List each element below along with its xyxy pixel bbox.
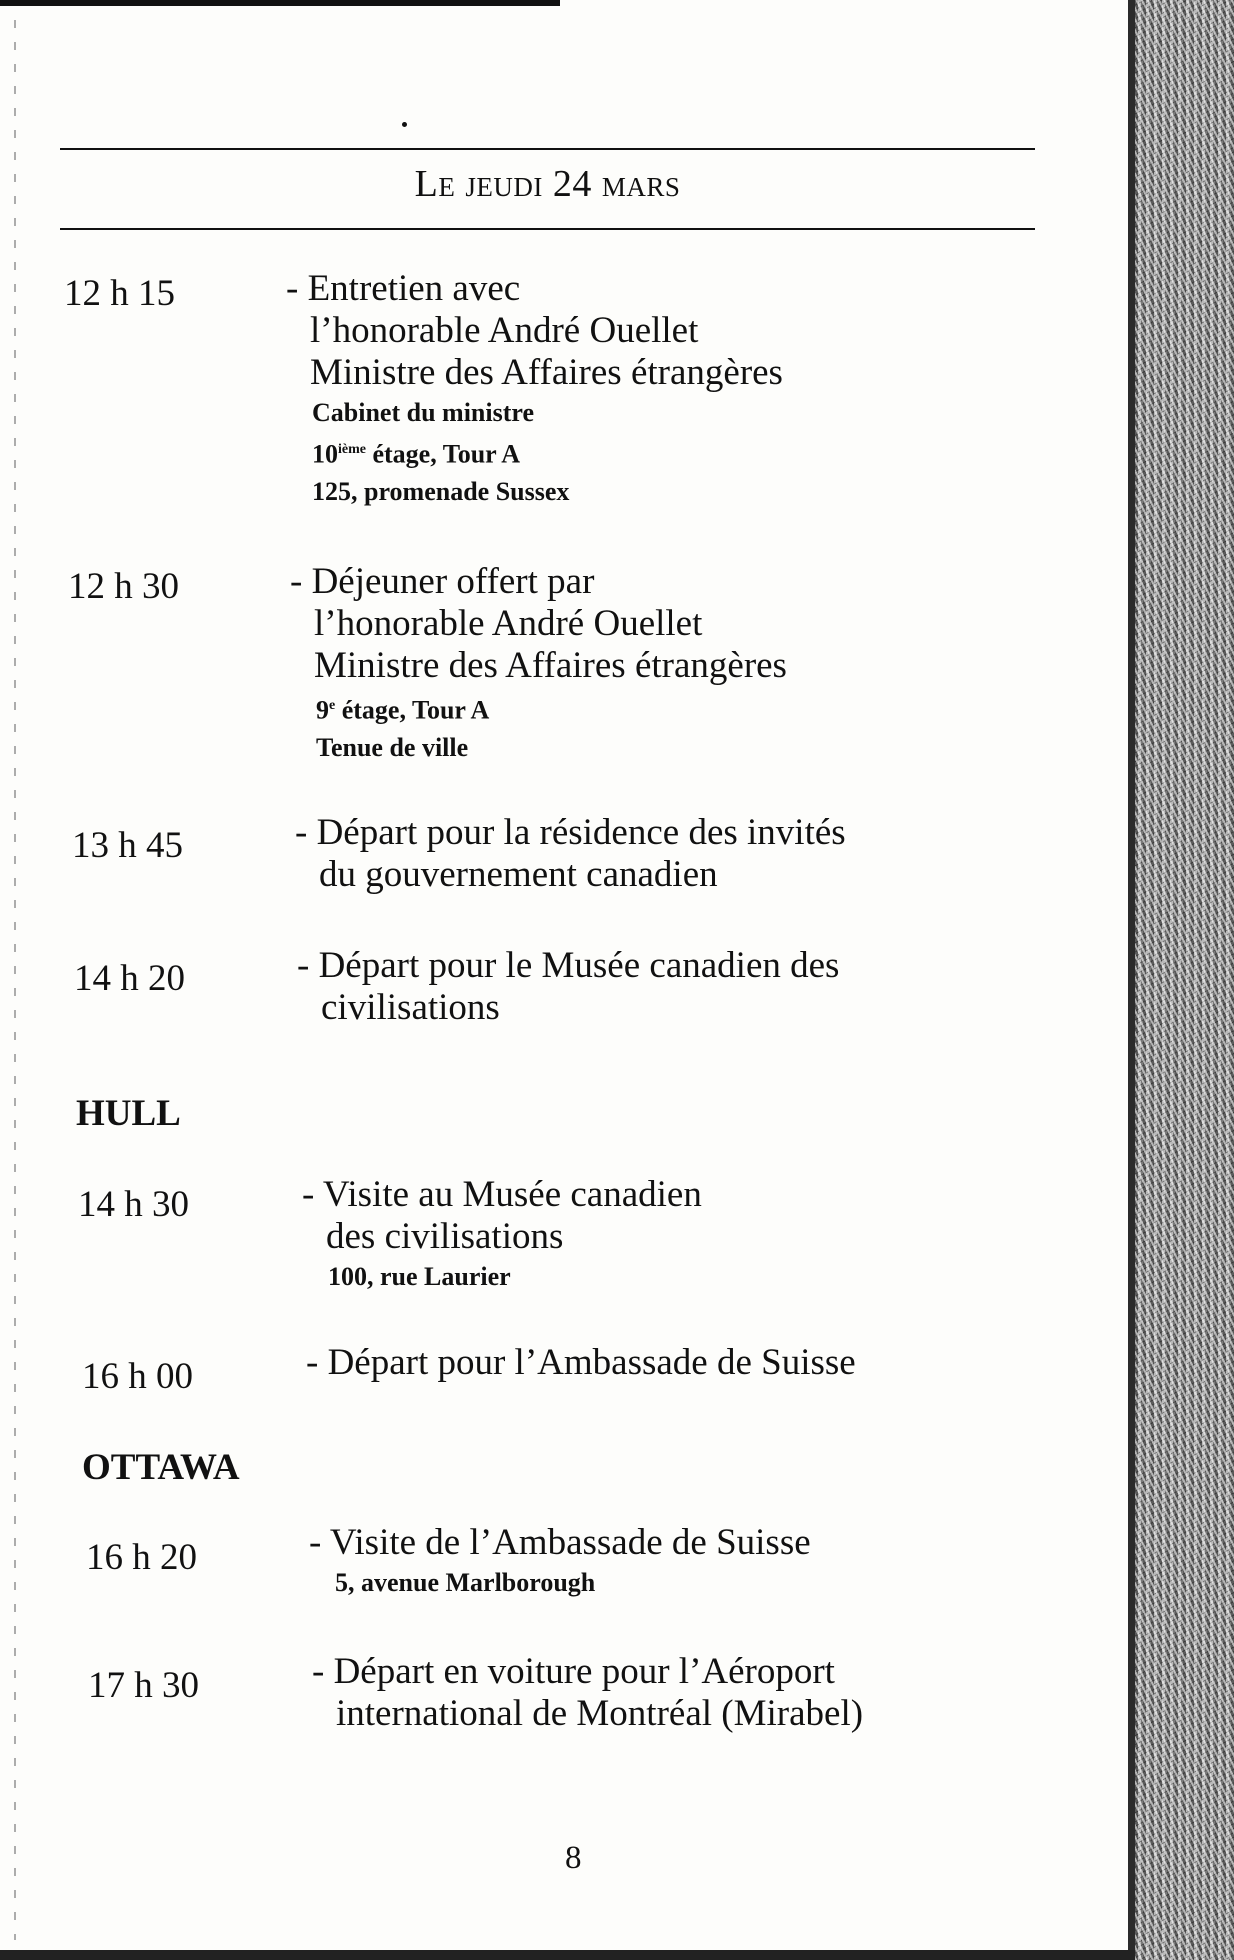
entry-line: - Départ pour la résidence des invités (295, 812, 846, 853)
bottom-edge-shadow (0, 1950, 1135, 1960)
entry-line: - Départ en voiture pour l’Aéroport (312, 1651, 835, 1692)
entry-description (312, 1651, 863, 1735)
ink-speck (402, 122, 407, 127)
entry-line: - Visite de l’Ambassade de Suisse (309, 1522, 811, 1563)
entry-detail: 10ième étage, Tour A (312, 439, 521, 469)
entry-line: - Visite au Musée canadien (302, 1174, 702, 1215)
section-heading-ottawa: OTTAWA (82, 1447, 240, 1488)
entry-detail: 9e étage, Tour A (316, 695, 490, 725)
header-top-rule (60, 148, 1035, 150)
entry-detail: 125, promenade Sussex (312, 476, 570, 506)
entry-time: 12 h 15 (64, 273, 175, 314)
entry-description (309, 1522, 811, 1601)
page-number: 8 (565, 1840, 582, 1876)
entry-description (297, 945, 839, 1029)
top-edge-shadow (0, 0, 560, 6)
entry-line: international de Montréal (Mirabel) (336, 1693, 864, 1734)
entry-description (290, 561, 787, 766)
entry-line: Ministre des Affaires étrangères (314, 645, 787, 686)
entry-description (306, 1342, 856, 1384)
entry-line: Ministre des Affaires étrangères (310, 352, 783, 393)
entry-line: - Déjeuner offert par (290, 561, 595, 602)
entry-line: l’honorable André Ouellet (310, 310, 699, 351)
entry-line: - Départ pour l’Ambassade de Suisse (306, 1342, 856, 1383)
entry-description (302, 1174, 702, 1295)
entry-time: 16 h 00 (82, 1356, 193, 1397)
entry-time: 17 h 30 (88, 1665, 199, 1706)
book-spine-texture (1135, 0, 1234, 1960)
entry-detail: 5, avenue Marlborough (335, 1568, 596, 1597)
entry-detail: Cabinet du ministre (312, 398, 534, 427)
entry-time: 16 h 20 (86, 1537, 197, 1578)
entry-detail: 100, rue Laurier (328, 1262, 511, 1291)
entry-line: l’honorable André Ouellet (314, 603, 703, 644)
entry-time: 13 h 45 (72, 825, 183, 866)
entry-line: - Entretien avec (286, 268, 521, 309)
section-heading-hull: HULL (76, 1093, 181, 1134)
entry-description (286, 268, 783, 510)
entry-line: du gouvernement canadien (319, 854, 718, 895)
entry-line: civilisations (321, 987, 500, 1028)
entry-time: 14 h 30 (78, 1184, 189, 1225)
entry-description (295, 812, 846, 896)
page-title: Le jeudi 24 mars (414, 163, 681, 205)
entry-time: 12 h 30 (68, 566, 179, 607)
header-bottom-rule (60, 228, 1035, 230)
entry-line: - Départ pour le Musée canadien des (297, 945, 840, 986)
left-binding-edge (14, 20, 16, 1940)
entry-line: des civilisations (326, 1216, 564, 1257)
entry-time: 14 h 20 (74, 958, 185, 999)
entry-detail: Tenue de ville (316, 732, 469, 762)
